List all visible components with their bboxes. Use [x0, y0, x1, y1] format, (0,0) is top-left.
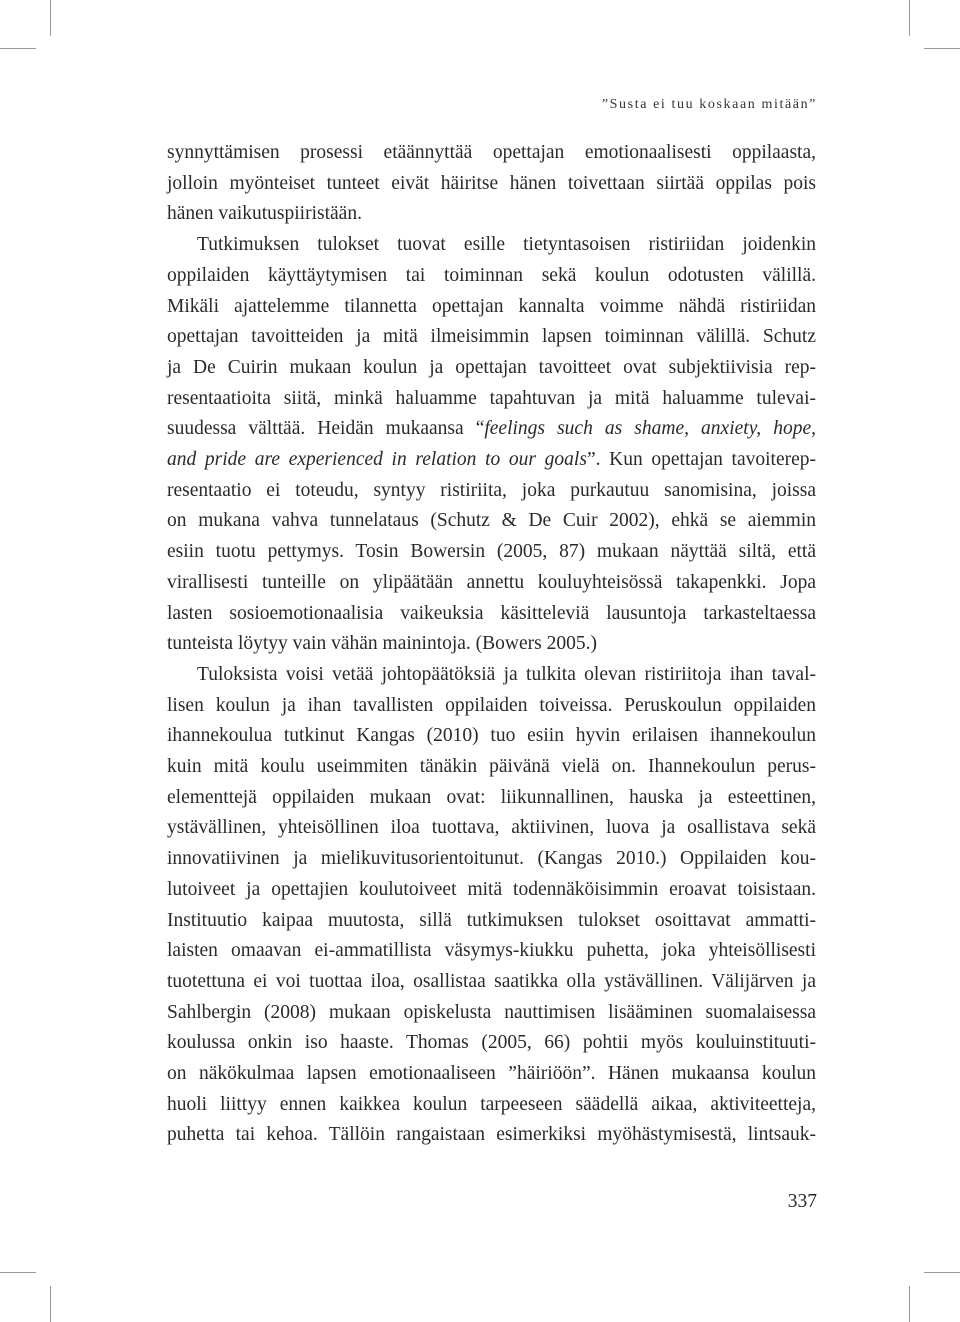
crop-mark-bottom-left-h [0, 1272, 36, 1273]
text-line: innovatiivinen ja mielikuvitusorientoitunut. (Kangas 2010.) Oppilaiden kou- [167, 848, 816, 870]
crop-mark-top-left-h [0, 48, 36, 49]
text-line: puhetta tai kehoa. Tällöin rangaistaan esimerkiksi myöhästymisestä, lintsauk- [167, 1124, 816, 1146]
text-line: huoli liittyy ennen kaikkea koulun tarpeeseen säädellä aikaa, aktiviteetteja, [167, 1093, 816, 1115]
text-line: lisen koulun ja ihan tavallisten oppilaiden toiveissa. Peruskoulun oppilaiden [167, 694, 816, 716]
text-line: Sahlbergin (2008) mukaan opiskelusta nauttimisen lisääminen suomalaisessa [167, 1001, 816, 1023]
text-line: resentaatio ei toteudu, syntyy ristiriita, joka purkautuu sanomisina, joissa [167, 479, 816, 501]
text-line: resentaatioita siitä, minkä haluamme tapahtuvan ja mitä haluamme tulevai- [167, 387, 816, 409]
text-line: oppilaiden käyttäytymisen tai toiminnan sekä koulun odotusten välillä. [167, 264, 816, 286]
italic-quote: and pride are experienced in relation to our goals [167, 449, 587, 470]
crop-mark-top-right [909, 0, 910, 36]
text-line [167, 445, 816, 476]
text-line: ihannekoulua tutkinut Kangas (2010) tuo esiin hyvin erilaisen ihannekoulun [167, 725, 816, 747]
text-span: ”. Kun opettajan tavoiterep- [586, 449, 816, 470]
text-line: lutoiveet ja opettajien koulutoiveet mitä todennäköisimmin eroavat toisistaan. [167, 878, 816, 900]
page-number: 337 [787, 1191, 817, 1212]
text-line: Tuloksista voisi vetää johtopäätöksiä ja tulkita olevan ristiriitoja ihan taval- [197, 663, 816, 685]
crop-mark-bottom-left [50, 1286, 51, 1322]
text-line: ystävällinen, yhteisöllinen iloa tuottava, aktiivinen, luova ja osallistava sekä [167, 817, 816, 839]
text-line: koulussa onkin iso haaste. Thomas (2005, 66) pohtii myös kouluinstituuti- [167, 1032, 816, 1054]
text-line: tuotettuna ei voi tuottaa iloa, osallistaa saatikka olla ystävällinen. Välijärven ja [167, 970, 816, 992]
text-line: Tutkimuksen tulokset tuovat esille tietyntasoisen ristiriidan joidenkin [197, 234, 816, 256]
text-line: tunteista löytyy vain vähän mainintoja. (Bowers 2005.) [167, 633, 597, 655]
text-line: esiin tuotu pettymys. Tosin Bowersin (2005, 87) mukaan näyttää siltä, että [167, 541, 816, 563]
text-line: on näkökulmaa lapsen emotionaaliseen ”häiriöön”. Hänen mukaansa koulun [167, 1063, 816, 1084]
text-line: opettajan tavoitteiden ja mitä ilmeisimmin lapsen toiminnan välillä. Schutz [167, 326, 816, 348]
text-line: elementtejä oppilaiden mukaan ovat: liikunnallinen, hauska ja esteettinen, [167, 786, 816, 808]
crop-mark-top-right-h [924, 48, 960, 49]
text-line: laisten omaavan ei-ammatillista väsymys-kiukku puhetta, joka yhteisöllisesti [167, 940, 816, 962]
running-head: ”Susta ei tuu koskaan mitään” [601, 97, 817, 112]
text-line: lasten sosioemotionaalisia vaikeuksia käsitteleviä lausuntoja tarkasteltaessa [167, 602, 816, 624]
crop-mark-top-left [50, 0, 51, 36]
text-line: virallisesti tunteille on ylipäätään annettu kouluyhteisössä takapenkki. Jopa [167, 571, 816, 593]
text-line: Instituutio kaipaa muutosta, sillä tutkimuksen tulokset osoittavat ammatti- [167, 909, 816, 931]
italic-quote: feelings such as shame, anxiety, hope, [484, 418, 816, 440]
crop-mark-bottom-right [909, 1286, 910, 1322]
text-line: jolloin myönteiset tunteet eivät häiritse hänen toivettaan siirtää oppilas pois [167, 172, 816, 194]
text-line: hänen vaikutuspiiristään. [167, 203, 362, 225]
text-span: suudessa välttää. Heidän mukaansa “ [167, 418, 485, 440]
text-line: kuin mitä koulu useimmiten tänäkin päivänä vielä on. Ihannekoulun perus- [167, 756, 816, 777]
text-line [167, 414, 816, 445]
text-line: on mukana vahva tunnelataus (Schutz & De Cuir 2002), ehkä se aiemmin [167, 510, 816, 532]
text-line: Mikäli ajattelemme tilannetta opettajan kannalta voimme nähdä ristiriidan [167, 295, 816, 317]
text-line: ja De Cuirin mukaan koulun ja opettajan tavoitteet ovat subjektiivisia rep- [167, 356, 816, 378]
text-line: synnyttämisen prosessi etäännyttää opettajan emotionaalisesti oppilaasta, [167, 142, 816, 163]
crop-mark-bottom-right-h [924, 1272, 960, 1273]
